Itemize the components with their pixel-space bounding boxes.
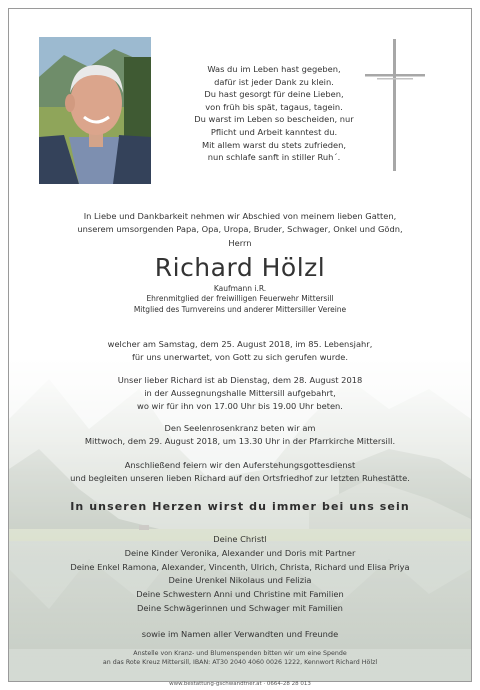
title-line: Mitglied des Turnvereins und anderer Mittersiller Vereine xyxy=(133,304,347,314)
family-line: Deine Christl xyxy=(213,534,267,544)
poem-line: Pflicht und Arbeit kanntest du. xyxy=(210,126,338,137)
title-line: Kaufmann i.R. xyxy=(213,284,267,293)
poem-line: Du hast gesorgt für deine Lieben, xyxy=(204,89,344,100)
viewing-line: wo wir für ihn von 17.00 Uhr bis 19.00 Uhr beten. xyxy=(137,400,343,411)
poem xyxy=(159,63,389,164)
donation-note xyxy=(9,649,471,667)
intro-line: unserem umsorgenden Papa, Opa, Uropa, Bruder, Schwager, Onkel und Gödn, xyxy=(77,224,403,234)
family-list xyxy=(9,533,471,616)
funeral-line: Anschließend feiern wir den Auferstehungsgottesdienst xyxy=(124,460,356,470)
cross-icon xyxy=(361,37,429,173)
deceased-name: Richard Hölzl xyxy=(154,253,326,282)
donation-line: Anstelle von Kranz- und Blumenspenden bitten wir um eine Spende xyxy=(133,650,347,657)
family-line: Deine Enkel Ramona, Alexander, Vincenth, Ulrich, Christa, Richard und Elisa Priya xyxy=(70,561,410,572)
poem-line: nun schlafe sanft in stiller Ruh´. xyxy=(207,152,341,163)
family-line: Deine Urenkel Nikolaus und Felizia xyxy=(168,575,312,586)
title-line: Ehrenmitglied der freiwilligen Feuerwehr Mittersill xyxy=(146,294,334,304)
funeral-notice xyxy=(9,459,471,485)
viewing-line: in der Aussegnungshalle Mittersill aufgebahrt, xyxy=(144,387,336,398)
viewing-line: Unser lieber Richard ist ab Dienstag, dem 28. August 2018 xyxy=(117,375,363,385)
poem-line: Was du im Leben hast gegeben, xyxy=(207,64,341,74)
poem-line: dafür ist jeder Dank zu klein. xyxy=(214,76,334,87)
donation-line: an das Rote Kreuz Mittersill, IBAN: AT30 2040 4060 0026 1222, Kennwort Richard Hölzl xyxy=(102,659,378,666)
family-line: Deine Schwestern Anni und Christine mit Familien xyxy=(136,589,344,600)
intro-line: In Liebe und Dankbarkeit nehmen wir Abschied von meinem lieben Gatten, xyxy=(83,211,397,221)
rosary-line: Mittwoch, dem 29. August 2018, um 13.30 Uhr in der Pfarrkirche Mittersill. xyxy=(84,435,396,446)
poem-line: Du warst im Leben so bescheiden, nur xyxy=(194,114,354,125)
death-notice-line: für uns unerwartet, von Gott zu sich gerufen wurde. xyxy=(131,351,349,362)
poem-line: Mit allem warst du stets zufrieden, xyxy=(201,139,347,150)
rosary-line: Den Seelenrosenkranz beten wir am xyxy=(164,423,316,433)
family-line: Deine Schwägerinnen und Schwager mit Familien xyxy=(137,602,343,613)
death-notice xyxy=(9,338,471,364)
death-notice-line: welcher am Samstag, dem 25. August 2018, im 85. Lebensjahr, xyxy=(107,339,373,349)
obituary-frame xyxy=(8,8,472,682)
funeral-line: und begleiten unseren lieben Richard auf den Ortsfriedhof zur letzten Ruhestätte. xyxy=(70,472,410,483)
intro-text xyxy=(9,210,471,236)
closing-line: sowie im Namen aller Verwandten und Freunde xyxy=(141,629,339,639)
titles xyxy=(9,284,471,315)
viewing-notice xyxy=(9,374,471,412)
family-line: Deine Kinder Veronika, Alexander und Doris mit Partner xyxy=(124,547,356,558)
motto: In unseren Herzen wirst du immer bei uns sein xyxy=(70,500,410,513)
footer-contact: www.bestattung-gschwandtner.at · 0664-28 28 013 xyxy=(169,681,311,687)
portrait-photo xyxy=(39,37,151,184)
salutation: Herrn xyxy=(228,238,252,248)
rosary-notice xyxy=(9,422,471,448)
poem-line: von früh bis spät, tagaus, tagein. xyxy=(205,101,343,112)
